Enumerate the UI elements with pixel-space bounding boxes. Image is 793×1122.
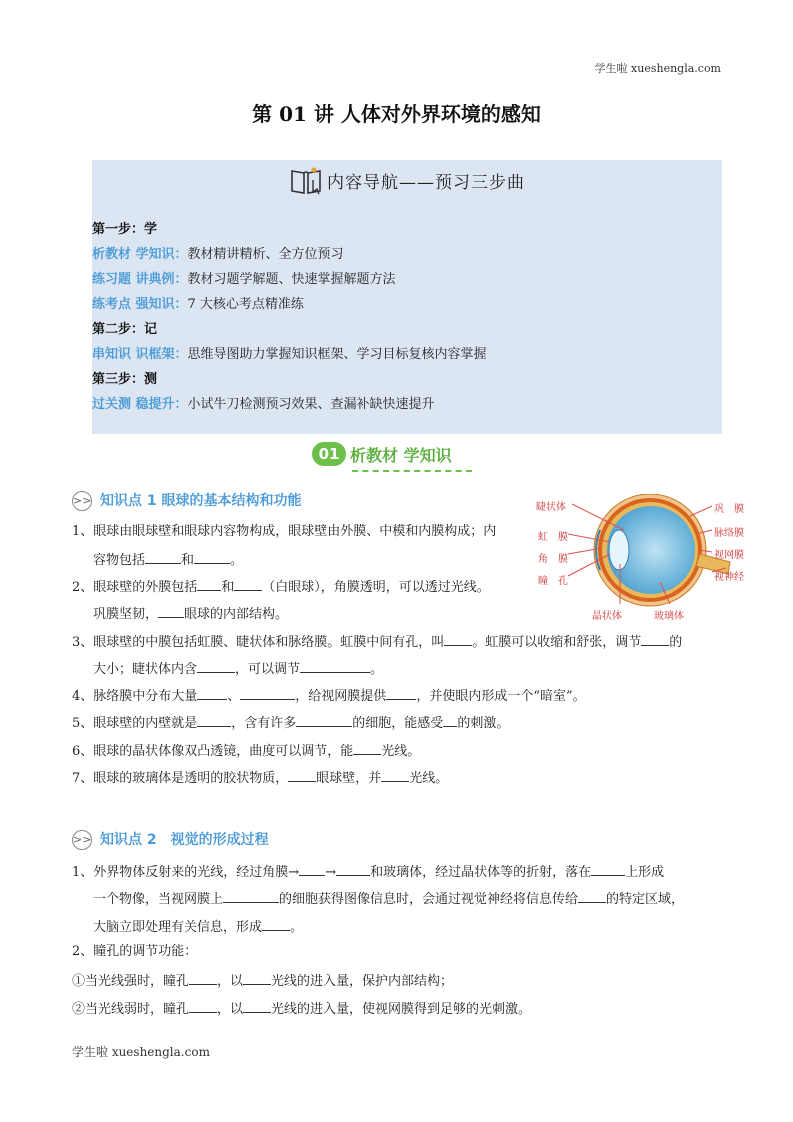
chevron-right-icon: >>: [72, 830, 92, 850]
kp1-item-5: 5、眼球壁的内壁就是 ，含有许多 的细胞，能感受 的刺激。: [72, 712, 509, 733]
eye-label-lens: 晶状体: [592, 611, 622, 622]
kp1-item-1b: 容物包括 和 。: [93, 549, 243, 570]
header-site: 学生啦 xueshengla.com: [594, 62, 721, 75]
section-number: 01: [312, 442, 346, 466]
nav-step1: 第一步：学: [92, 222, 158, 237]
eye-label-sclera: 巩 膜: [714, 504, 744, 515]
eye-label-choroid: 脉络膜: [714, 528, 744, 539]
kp1-item-1a: 1、眼球由眼球壁和眼球内容物构成，眼球壁由外膜、中模和内膜构成；内: [72, 524, 497, 539]
eye-diagram: [530, 494, 760, 628]
section-underline: [352, 470, 472, 472]
section-badge: [312, 442, 452, 466]
kp1-item-2b: 巩膜坚韧， 眼球的内部结构。: [93, 603, 288, 624]
chevron-right-icon: >>: [72, 491, 92, 511]
nav-step2: 第二步：记: [92, 322, 158, 337]
kp2-item-4: ②当光线弱时，瞳孔 ，以 光线的进入量，使视网膜得到足够的光刺激。: [72, 998, 531, 1019]
knowledge-point-2-title: >> 知识点 2 视觉的形成过程: [73, 832, 269, 848]
content-nav-box: [92, 160, 722, 434]
kp2-item-1a: 1、外界物体反射来的光线，经过角膜→ → 和玻璃体，经过晶状体等的折射，落在 上形成: [72, 861, 664, 882]
footer-site: 学生啦 xueshengla.com: [72, 1045, 210, 1059]
kp1-item-3b: 大小；睫状体内含 ，可以调节 。: [93, 658, 383, 679]
kp1-item-7: 7、眼球的玻璃体是透明的胶状物质， 眼球壁，并 光线。: [72, 767, 448, 788]
eye-label-vitreous: 玻璃体: [654, 611, 684, 622]
eye-label-pupil: 瞳 孔: [538, 576, 568, 587]
nav-line-2: 练习题 讲典例：教材习题学解题、快速掌握解题方法: [92, 272, 396, 287]
nav-step3: 第三步：测: [92, 372, 158, 387]
nav-line-3: 练考点 强知识：7 大核心考点精准练: [92, 297, 304, 312]
nav-title: 内容导航——预习三步曲: [327, 173, 525, 193]
nav-title-row: [92, 166, 722, 201]
kp1-item-6: 6、眼球的晶状体像双凸透镜，曲度可以调节，能 光线。: [72, 740, 420, 761]
kp2-item-1c: 大脑立即处理有关信息，形成 。: [93, 916, 303, 937]
nav-line-4: 串知识 识框架：思维导图助力掌握知识框架、学习目标复核内容掌握: [92, 347, 487, 362]
kp2-item-3: ①当光线强时，瞳孔 ，以 光线的进入量，保护内部结构；: [72, 970, 453, 991]
book-icon: [289, 166, 323, 201]
nav-line-1: 析教材 学知识：教材精讲精析、全方位预习: [92, 247, 344, 262]
kp1-item-3a: 3、眼球壁的中膜包括虹膜、睫状体和脉络膜。虹膜中间有孔，叫 。虹膜可以收缩和舒张，调节 的: [72, 631, 682, 652]
kp2-item-2: 2、瞳孔的调节功能：: [72, 944, 198, 959]
kp1-item-2a: 2、眼球壁的外膜包括 和 （白眼球），角膜透明，可以透过光线。: [72, 576, 490, 597]
section-label: 析教材 学知识: [350, 445, 452, 465]
eye-label-iris: 虹 膜: [538, 532, 568, 543]
page-title: 第 01 讲 人体对外界环境的感知: [252, 102, 541, 126]
eye-label-cornea: 角 膜: [538, 554, 568, 565]
eye-label-retina: 视网膜: [714, 550, 744, 561]
eye-label-optic-nerve: 视神经: [714, 572, 744, 583]
kp1-item-4: 4、脉络膜中分布大量 、 ，给视网膜提供 ，并使眼内形成一个“暗室”。: [72, 685, 586, 706]
eye-label-ciliary: 睫状体: [536, 502, 566, 513]
knowledge-point-1-title: >> 知识点 1 眼球的基本结构和功能: [73, 493, 302, 509]
kp2-item-1b: 一个物像，当视网膜上 的细胞获得图像信息时，会通过视觉神经将信息传给 的特定区域，: [93, 888, 684, 909]
nav-line-5: 过关测 稳提升：小试牛刀检测预习效果、查漏补缺快速提升: [92, 397, 435, 412]
